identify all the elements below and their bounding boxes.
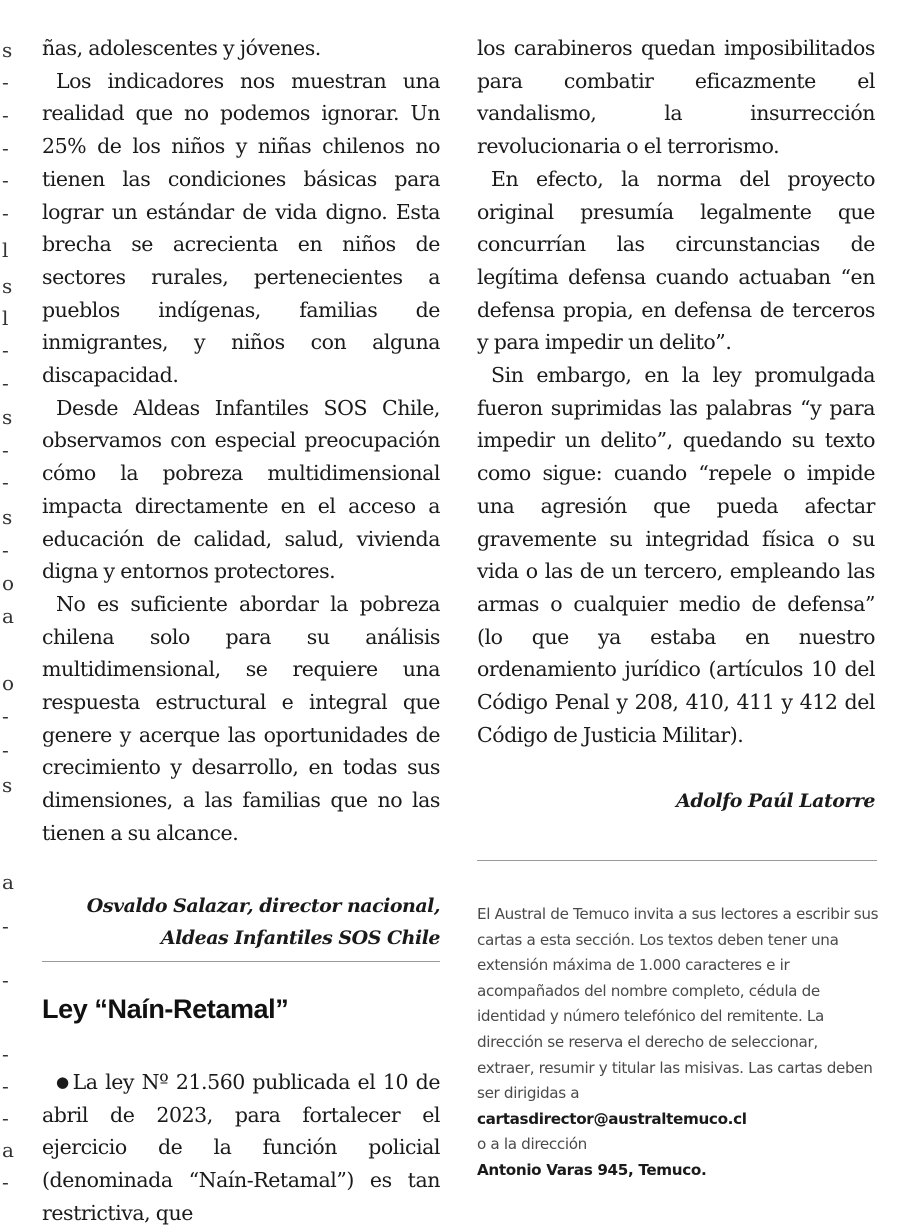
margin-glyph: o	[2, 571, 15, 595]
margin-glyph: -	[2, 1106, 9, 1130]
margin-glyph: -	[2, 738, 9, 762]
letter-paragraph: Los indicadores nos muestran una realidad que no podemos ignorar. Un 25% de los niños y niñas chilenos no tienen las condiciones básicas para lograr un estándar de vida digno. Esta brecha se acrecienta en niños de sectores rurales, pertenecientes a pueblos indígenas, familias de inmigrantes, y niños con alguna discapacidad.	[42, 68, 440, 388]
letter-paragraph: En efecto, la norma del proyecto original presumía legalmente que concurrían las circunstancias de legítima defensa cuando actuaban “en defensa propia, en defensa de terceros y para impedir un delito”.	[477, 166, 875, 355]
margin-glyph: -	[2, 968, 9, 992]
section-divider	[477, 860, 877, 861]
margin-glyph: -	[2, 338, 9, 362]
margin-glyph: s	[2, 405, 13, 429]
ley-letter-start	[42, 1066, 440, 1230]
margin-glyph: a	[2, 1138, 14, 1162]
margin-glyph: -	[2, 201, 9, 225]
margin-glyph: -	[2, 1074, 9, 1098]
postal-address: Antonio Varas 945, Temuco.	[477, 1160, 707, 1179]
letter-paragraph: Desde Aldeas Infantiles SOS Chile, observamos con especial preocupación cómo la pobreza multidimensional impacta directamente en el acceso a educación de calidad, salud, vivienda digna y entornos protectores.	[42, 395, 440, 584]
letter-paragraph: los carabineros quedan imposibilitados para combatir eficazmente el vandalismo, la insurrección revolucionaria o el terrorismo.	[477, 36, 875, 159]
margin-glyph: -	[2, 136, 9, 160]
margin-glyph: l	[2, 238, 9, 262]
margin-glyph: a	[2, 604, 14, 628]
previous-column-edge	[0, 0, 14, 1232]
bullet-icon: ●	[56, 1073, 71, 1091]
signature-line: Aldeas Infantiles SOS Chile	[160, 927, 440, 950]
margin-glyph: -	[2, 168, 9, 192]
margin-glyph: -	[2, 438, 9, 462]
margin-glyph: l	[2, 306, 9, 330]
margin-glyph: -	[2, 538, 9, 562]
margin-glyph: -	[2, 470, 9, 494]
letter-paragraph	[42, 1066, 440, 1230]
margin-glyph: -	[2, 1042, 9, 1066]
margin-glyph: -	[2, 1170, 9, 1194]
letter-signature	[42, 890, 440, 955]
section-divider	[42, 961, 440, 962]
margin-glyph: -	[2, 70, 9, 94]
margin-glyph: o	[2, 671, 15, 695]
margin-glyph: s	[2, 773, 13, 797]
letter-paragraph: ñas, adolescentes y jóvenes.	[42, 36, 321, 60]
section-headline: Ley “Naín-Retamal”	[42, 994, 289, 1024]
signature-line: Osvaldo Salazar, director nacional,	[86, 894, 440, 917]
margin-glyph: s	[2, 274, 13, 298]
email-address: cartasdirector@australtemuco.cl	[477, 1109, 747, 1128]
margin-glyph: -	[2, 371, 9, 395]
margin-glyph: -	[2, 103, 9, 127]
info-connector: o a la dirección	[477, 1135, 587, 1154]
margin-glyph: s	[2, 38, 13, 62]
letter-body: La ley Nº 21.560 publicada el 10 de abril de 2023, para fortalecer el ejercicio de la función policial (denominada “Naín-Retamal”) es tan restrictiva, que	[42, 1070, 440, 1225]
info-text: El Austral de Temuco invita a sus lectores a escribir sus cartas a esta sección. Los textos deben tener una extensión máxima de 1.000 caracteres e ir acompañados del nombre completo, cédula de identidad y número telefónico del remitente. La dirección se reserva el derecho de seleccionar, extraer, resumir y titular las misivas. Las cartas deben ser dirigidas a	[477, 905, 879, 1103]
margin-glyph: -	[2, 914, 9, 938]
right-column	[477, 32, 875, 818]
letter-signature: Adolfo Paúl Latorre	[676, 790, 875, 813]
margin-glyph: -	[2, 704, 9, 728]
letter-paragraph: No es suficiente abordar la pobreza chilena solo para su análisis multidimensional, se requiere una respuesta estructural e integral que genere y acerque las oportunidades de crecimiento y desarrollo, en todas sus dimensiones, a las familias que no las tienen a su alcance.	[42, 591, 440, 845]
reader-info-box	[477, 902, 879, 1184]
left-column	[42, 32, 440, 955]
letter-paragraph: Sin embargo, en la ley promulgada fueron suprimidas las palabras “y para impedir un delito”, quedando su texto como sigue: cuando “repele o impide una agresión que pueda afectar gravemente su integridad física o su vida o las de un tercero, empleando las armas o cualquier medio de defensa” (lo que ya estaba en nuestro ordenamiento jurídico (artículos 10 del Código Penal y 208, 410, 411 y 412 del Código de Justicia Militar).	[477, 363, 875, 747]
margin-glyph: s	[2, 505, 13, 529]
margin-glyph: a	[2, 870, 14, 894]
